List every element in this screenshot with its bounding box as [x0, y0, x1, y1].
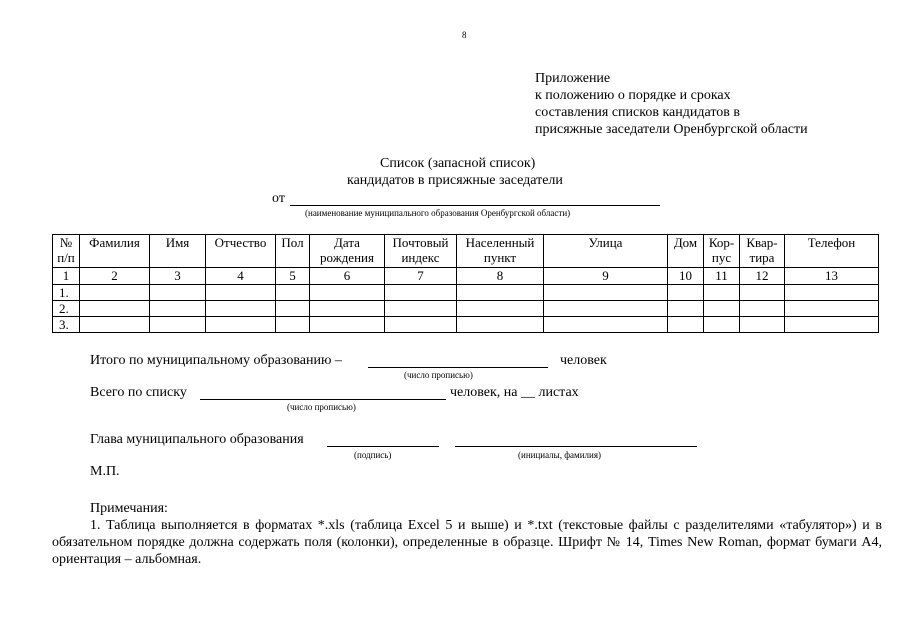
table-row: [53, 285, 879, 301]
table-cell: [80, 301, 150, 317]
table-cell: [740, 301, 785, 317]
column-number-row: [53, 268, 879, 285]
column-number: 9: [544, 268, 668, 285]
table-cell: [740, 317, 785, 333]
title-line-2: кандидатов в присяжные заседатели: [347, 173, 563, 188]
column-number: 11: [704, 268, 740, 285]
column-number: 7: [385, 268, 457, 285]
appendix-line-4: присяжные заседатели Оренбургской области: [535, 122, 808, 137]
column-header-street: Улица: [544, 235, 668, 268]
table-cell: [785, 301, 879, 317]
list-total-caption: (число прописью): [287, 402, 356, 412]
municipal-total-unit: человек: [560, 353, 607, 368]
table-cell: [668, 285, 704, 301]
municipal-total-line: [368, 367, 548, 368]
appendix-line-3: составления списков кандидатов в: [535, 105, 740, 120]
column-number: 1: [53, 268, 80, 285]
table-cell: [785, 285, 879, 301]
column-header-patronymic: Отчество: [206, 235, 276, 268]
table-cell: [457, 301, 544, 317]
initials-line: [455, 446, 697, 447]
column-number: 5: [276, 268, 310, 285]
stamp-place: М.П.: [90, 464, 120, 479]
table-cell: [206, 285, 276, 301]
column-number: 6: [310, 268, 385, 285]
table-cell: [310, 285, 385, 301]
table-cell: [276, 301, 310, 317]
table-cell: [668, 317, 704, 333]
municipality-caption: (наименование муниципального образования Оренбургской области): [305, 208, 571, 218]
table-row: [53, 317, 879, 333]
table-cell: [785, 317, 879, 333]
appendix-line-1: Приложение: [535, 71, 611, 86]
table-cell: [385, 317, 457, 333]
column-header-apartment: Квар- тира: [740, 235, 785, 268]
table-cell: [80, 285, 150, 301]
page-number: 8: [462, 30, 467, 40]
column-header-number: № п/п: [53, 235, 80, 268]
table-cell: [704, 285, 740, 301]
signature-line: [327, 446, 439, 447]
table-cell: [385, 301, 457, 317]
column-header-settlement: Населенный пункт: [457, 235, 544, 268]
table-cell: [740, 285, 785, 301]
column-header-surname: Фамилия: [80, 235, 150, 268]
column-header-birth-date: Дата рождения: [310, 235, 385, 268]
row-number: 3.: [53, 317, 80, 333]
table-header-row: [53, 235, 879, 268]
table-cell: [150, 285, 206, 301]
column-number: 3: [150, 268, 206, 285]
note-item-1: 1. Таблица выполняется в форматах *.xls (таблица Excel 5 и выше) и *.txt (текстовые файлы с разделителями «табулятор») и в обязательном порядке должна содержать поля (колонки), определенные в образце. Шрифт № 14, Times New Roman, формат бумаги А4, ориентация – альбомная.: [52, 518, 882, 567]
municipality-name-line: [290, 205, 660, 206]
table-cell: [310, 301, 385, 317]
column-header-sex: Пол: [276, 235, 310, 268]
municipal-total-label: Итого по муниципальному образованию –: [90, 353, 342, 368]
list-total-label: Всего по списку: [90, 385, 187, 400]
column-number: 13: [785, 268, 879, 285]
table-row: [53, 301, 879, 317]
column-number: 2: [80, 268, 150, 285]
candidates-table: [52, 234, 879, 333]
table-cell: [544, 285, 668, 301]
notes-heading: Примечания:: [90, 501, 168, 516]
column-header-postal-code: Почтовый индекс: [385, 235, 457, 268]
list-total-unit: человек, на __ листах: [450, 385, 579, 400]
table-cell: [544, 301, 668, 317]
initials-caption: (инициалы, фамилия): [518, 450, 601, 460]
signature-caption: (подпись): [354, 450, 392, 460]
from-label: от: [272, 191, 285, 206]
table-cell: [668, 301, 704, 317]
table-cell: [276, 285, 310, 301]
column-number: 10: [668, 268, 704, 285]
column-number: 4: [206, 268, 276, 285]
table-cell: [150, 317, 206, 333]
table-cell: [150, 301, 206, 317]
table-cell: [544, 317, 668, 333]
title-line-1: Список (запасной список): [380, 156, 536, 171]
table-cell: [457, 317, 544, 333]
table-cell: [385, 285, 457, 301]
table-cell: [276, 317, 310, 333]
column-header-phone: Телефон: [785, 235, 879, 268]
municipal-total-caption: (число прописью): [404, 370, 473, 380]
table-cell: [704, 317, 740, 333]
column-header-building: Кор- пус: [704, 235, 740, 268]
table-cell: [80, 317, 150, 333]
notes-section: [52, 500, 882, 568]
table-cell: [206, 301, 276, 317]
table-cell: [310, 317, 385, 333]
column-number: 8: [457, 268, 544, 285]
row-number: 2.: [53, 301, 80, 317]
appendix-line-2: к положению о порядке и сроках: [535, 88, 731, 103]
table-cell: [457, 285, 544, 301]
column-header-house: Дом: [668, 235, 704, 268]
table-cell: [704, 301, 740, 317]
column-number: 12: [740, 268, 785, 285]
column-header-name: Имя: [150, 235, 206, 268]
row-number: 1.: [53, 285, 80, 301]
table-cell: [206, 317, 276, 333]
list-total-line: [200, 399, 446, 400]
head-label: Глава муниципального образования: [90, 432, 304, 447]
